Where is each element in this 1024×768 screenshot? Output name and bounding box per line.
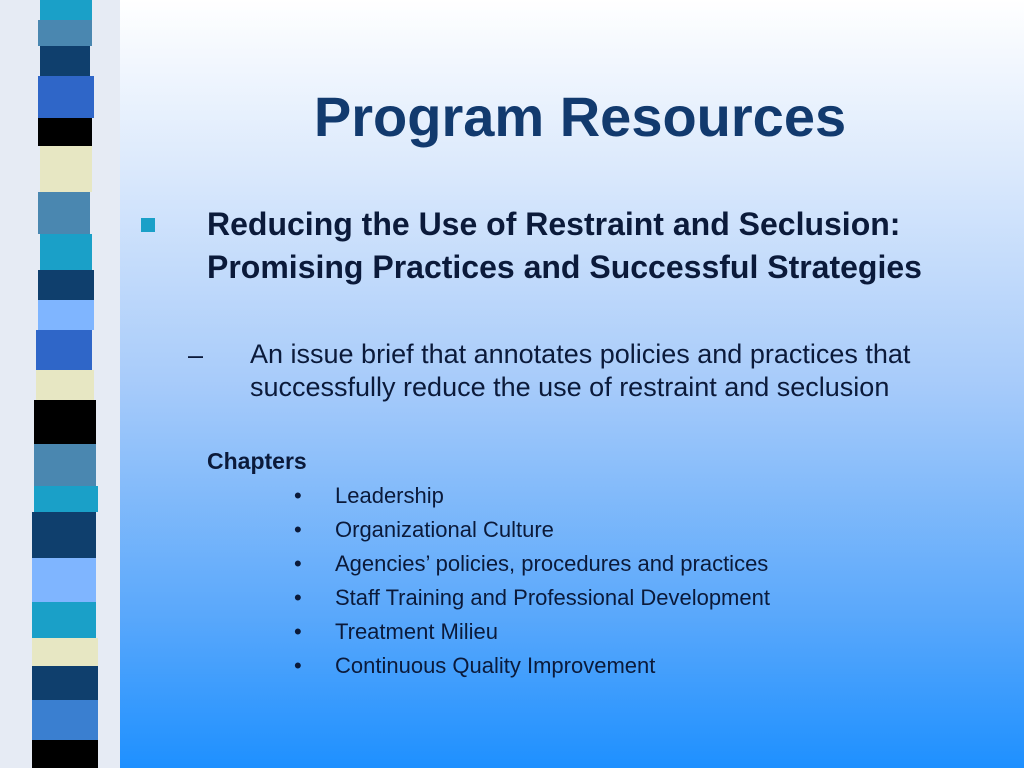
stripe-block [32, 558, 96, 602]
chapter-label: Treatment Milieu [335, 619, 499, 644]
stripe-block [34, 444, 96, 486]
dot-bullet-icon: • [294, 517, 302, 542]
resource-heading: Reducing the Use of Restraint and Seclusion: Promising Practices and Successful Strategies [207, 206, 922, 285]
stripe-block [32, 602, 96, 638]
stripe-block [38, 192, 90, 234]
stripe-block [34, 400, 96, 444]
stripe-block [32, 666, 98, 700]
stripe-block [40, 234, 92, 270]
stripe-block [38, 270, 94, 300]
stripe-block [32, 740, 98, 768]
square-bullet-icon [141, 218, 155, 232]
chapters-label: Chapters [207, 448, 307, 474]
dash-bullet: – [188, 340, 204, 370]
dot-bullet-icon: • [294, 483, 302, 508]
dot-bullet-icon: • [294, 619, 302, 644]
stripe-block [40, 46, 90, 76]
stripe-block [38, 300, 94, 330]
stripe-block [40, 0, 92, 20]
decorative-stripe-column [0, 0, 120, 768]
stripe-block [36, 370, 94, 400]
stripe-block [34, 486, 98, 512]
chapter-label: Leadership [335, 483, 444, 508]
stripe-block [32, 512, 96, 558]
chapter-label: Organizational Culture [335, 517, 554, 542]
resource-description: An issue brief that annotates policies and practices that successfully reduce the use of restraint and seclusion [250, 339, 911, 402]
stripe-block [36, 330, 92, 370]
dot-bullet-icon: • [294, 585, 302, 610]
dot-bullet-icon: • [294, 653, 302, 678]
stripe-block [32, 638, 98, 666]
slide-title: Program Resources [313, 85, 847, 148]
stripe-block [38, 20, 92, 46]
stripe-block [32, 700, 98, 740]
chapter-label: Continuous Quality Improvement [335, 653, 656, 678]
stripe-block [38, 118, 92, 146]
stripe-block [40, 146, 92, 192]
chapter-label: Staff Training and Professional Development [335, 585, 770, 610]
chapter-label: Agencies’ policies, procedures and practices [335, 551, 769, 576]
stripe-block [38, 76, 94, 118]
dot-bullet-icon: • [294, 551, 302, 576]
